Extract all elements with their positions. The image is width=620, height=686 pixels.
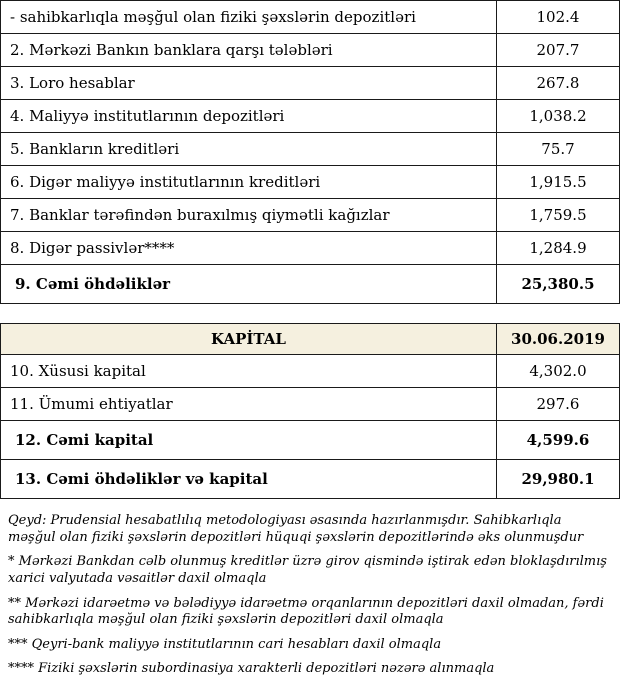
table-row <box>1 388 620 421</box>
footnote: * Mərkəzi Bankdan cəlb olunmuş kreditlər üzrə girov qismində iştirak edən bloklaşdırılmış xarici valyutada vəsaitlər daxil olmaqla <box>8 554 607 586</box>
capital-table-header <box>1 324 620 355</box>
footnote: **** Fiziki şəxslərin subordinasiya xarakterli depozitləri nəzərə alınmaqla <box>8 661 495 677</box>
row-value: 4,302.0 <box>497 355 620 388</box>
row-label: 2. Mərkəzi Bankın banklara qarşı tələbləri <box>1 34 497 67</box>
row-value: 1,915.5 <box>497 166 620 199</box>
row-label: 12. Cəmi kapital <box>1 421 497 460</box>
capital-table <box>0 323 620 499</box>
header-title: KAPİTAL <box>1 324 497 355</box>
footnotes-section <box>0 499 620 678</box>
row-label: 11. Ümumi ehtiyatlar <box>1 388 497 421</box>
table-gap <box>0 304 620 323</box>
row-label: 7. Banklar tərəfindən buraxılmış qiymətli kağızlar <box>1 199 497 232</box>
table-row <box>1 355 620 388</box>
row-label: 3. Loro hesablar <box>1 67 497 100</box>
row-value: 1,759.5 <box>497 199 620 232</box>
row-value: 102.4 <box>497 1 620 34</box>
row-label: 10. Xüsusi kapital <box>1 355 497 388</box>
footnote: ** Mərkəzi idarəetmə və bələdiyyə idarəetmə orqanlarının depozitləri daxil olmadan, fərdi sahibkarlıqla məşğul olan fiziki şəxslərin depozitləri daxil olmaqla <box>8 595 604 628</box>
row-value: 1,284.9 <box>497 232 620 265</box>
row-value: 25,380.5 <box>497 265 620 304</box>
footnote: *** Qeyri-bank maliyyə institutlarının cari hesabları daxil olmaqla <box>8 636 442 652</box>
row-value: 75.7 <box>497 133 620 166</box>
table-row <box>1 199 620 232</box>
footnote: Qeyd: Prudensial hesabatlılıq metodologiyası əsasında hazırlanmışdır. Sahibkarlıqla məşğul olan fiziki şəxslərin depozitləri hüquqi şəxslərin depozitlərində əks olunmuşdur <box>8 513 584 545</box>
total-liabilities-row <box>1 265 620 304</box>
table-row <box>1 34 620 67</box>
table-row <box>1 232 620 265</box>
row-label: 9. Cəmi öhdəliklər <box>1 265 497 304</box>
table-row <box>1 133 620 166</box>
row-value: 29,980.1 <box>497 460 620 499</box>
table-row <box>1 67 620 100</box>
row-label: 4. Maliyyə institutlarının depozitləri <box>1 100 497 133</box>
total-capital-row <box>1 421 620 460</box>
row-value: 207.7 <box>497 34 620 67</box>
row-label: 13. Cəmi öhdəliklər və kapital <box>1 460 497 499</box>
table-row <box>1 166 620 199</box>
row-value: 297.6 <box>497 388 620 421</box>
row-label: 8. Digər passivlər**** <box>1 232 497 265</box>
table-row <box>1 100 620 133</box>
table-row <box>1 1 620 34</box>
header-date: 30.06.2019 <box>497 324 620 355</box>
row-label: 6. Digər maliyyə institutlarının kreditləri <box>1 166 497 199</box>
row-label: 5. Bankların kreditləri <box>1 133 497 166</box>
row-value: 4,599.6 <box>497 421 620 460</box>
row-value: 1,038.2 <box>497 100 620 133</box>
row-value: 267.8 <box>497 67 620 100</box>
liabilities-table <box>0 0 620 304</box>
row-label: - sahibkarlıqla məşğul olan fiziki şəxslərin depozitləri <box>1 1 497 34</box>
total-liabilities-and-capital-row <box>1 460 620 499</box>
